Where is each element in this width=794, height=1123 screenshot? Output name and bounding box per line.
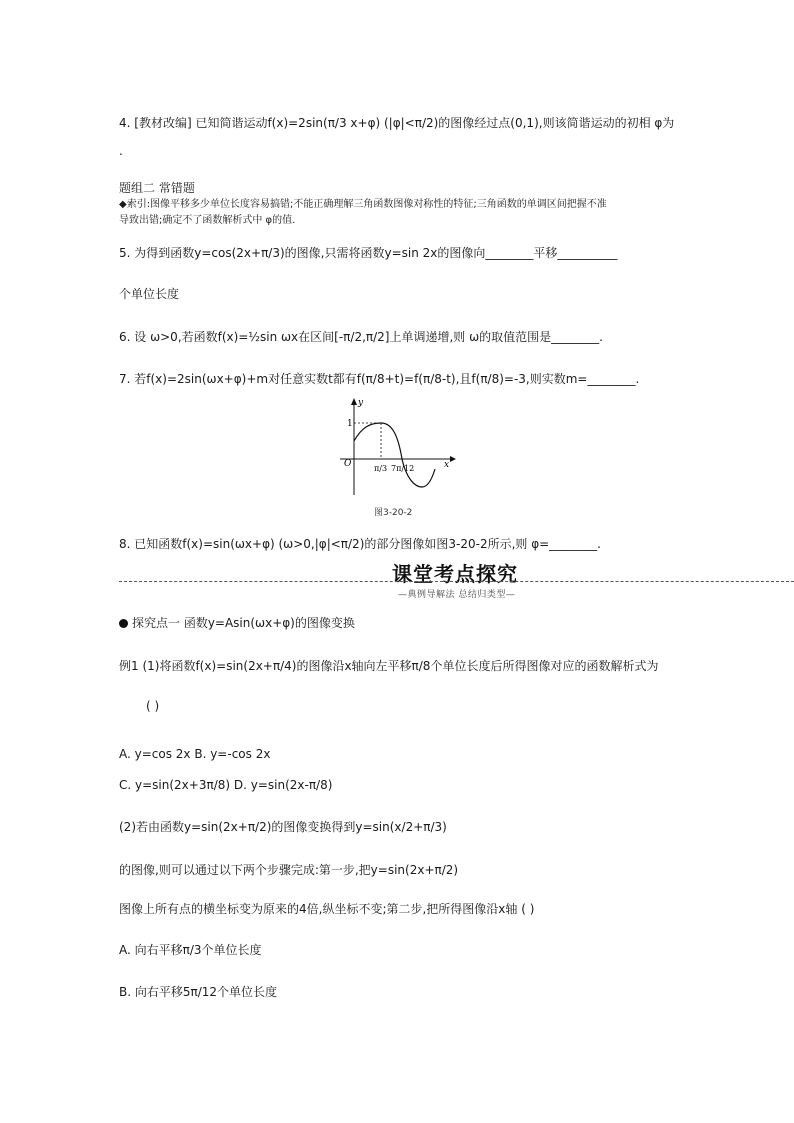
sine-curve (354, 423, 435, 487)
y-axis-label: y (358, 398, 364, 408)
example-1-options-cd: C. y=sin(2x+3π/8) D. y=sin(2x-π/8) (119, 778, 333, 792)
bullet-icon (119, 619, 128, 628)
index-note-line-2: 导致出错;确定不了函数解析式中 φ的值. (119, 215, 296, 226)
figure-caption: 图3-20-2 (374, 508, 413, 518)
example-1-option-b: B. 向右平移5π/12个单位长度 (119, 985, 278, 999)
x-axis-arrow-icon (450, 456, 456, 462)
example-1-part-2-line-3: 图像上所有点的横坐标变为原来的4倍,纵坐标不变;第二步,把所得图像沿x轴 ( ) (119, 902, 535, 916)
group-2-title: 题组二 常错题 (119, 181, 195, 195)
y-axis-arrow-icon (351, 398, 357, 405)
section-subtitle: —典例导解法 总结归类型— (398, 590, 516, 600)
section-title: 课堂考点探究 (392, 562, 518, 586)
example-1-option-a: A. 向右平移π/3个单位长度 (119, 943, 262, 957)
tick-7pi-over-12: 7π/12 (391, 464, 415, 473)
question-4: 4. [教材改编] 已知简谐运动f(x)=2sin(π/3 x+φ) (|φ|<π/2)的图像经过点(0,1),则该简谐运动的初相 φ为 (119, 116, 675, 130)
sine-graph-figure (338, 395, 463, 500)
explore-point-1 (119, 615, 355, 631)
question-5-line-1: 5. 为得到函数y=cos(2x+π/3)的图像,只需将函数y=sin 2x的图像向________平移__________ (119, 246, 618, 260)
example-1-options-ab: A. y=cos 2x B. y=-cos 2x (119, 747, 271, 761)
section-divider (119, 581, 794, 582)
question-5-line-2: 个单位长度 (119, 287, 180, 301)
example-1-part-2-line-2: 的图像,则可以通过以下两个步骤完成:第一步,把y=sin(2x+π/2) (119, 863, 459, 877)
example-1-part-2-line-1: (2)若由函数y=sin(2x+π/2)的图像变换得到y=sin(x/2+π/3) (119, 820, 447, 834)
example-1-part-1: 例1 (1)将函数f(x)=sin(2x+π/4)的图像沿x轴向左平移π/8个单位长度后所得图像对应的函数解析式为 (119, 659, 659, 673)
max-value-label: 1 (347, 419, 353, 429)
origin-label: O (344, 459, 352, 469)
question-7: 7. 若f(x)=2sin(ωx+φ)+m对任意实数t都有f(π/8+t)=f(π/8-t),且f(π/8)=-3,则实数m=________. (119, 372, 640, 386)
example-1-bracket: ( ) (146, 699, 160, 713)
question-4-tail: . (119, 144, 123, 158)
question-6: 6. 设 ω>0,若函数f(x)=½sin ωx在区间[-π/2,π/2]上单调递增,则 ω的取值范围是________. (119, 330, 603, 344)
x-axis-label: x (444, 460, 450, 470)
question-8: 8. 已知函数f(x)=sin(ωx+φ) (ω>0,|φ|<π/2)的部分图像如图3-20-2所示,则 φ=________. (119, 537, 601, 551)
index-note-line-1: ◆索引:图像平移多少单位长度容易搞错;不能正确理解三角函数图像对称性的特征;三角函数的单调区间把握不准 (119, 199, 607, 210)
tick-pi-over-3: π/3 (374, 464, 388, 473)
explore-point-1-label: 探究点一 函数y=Asin(ωx+φ)的图像变换 (132, 616, 355, 630)
